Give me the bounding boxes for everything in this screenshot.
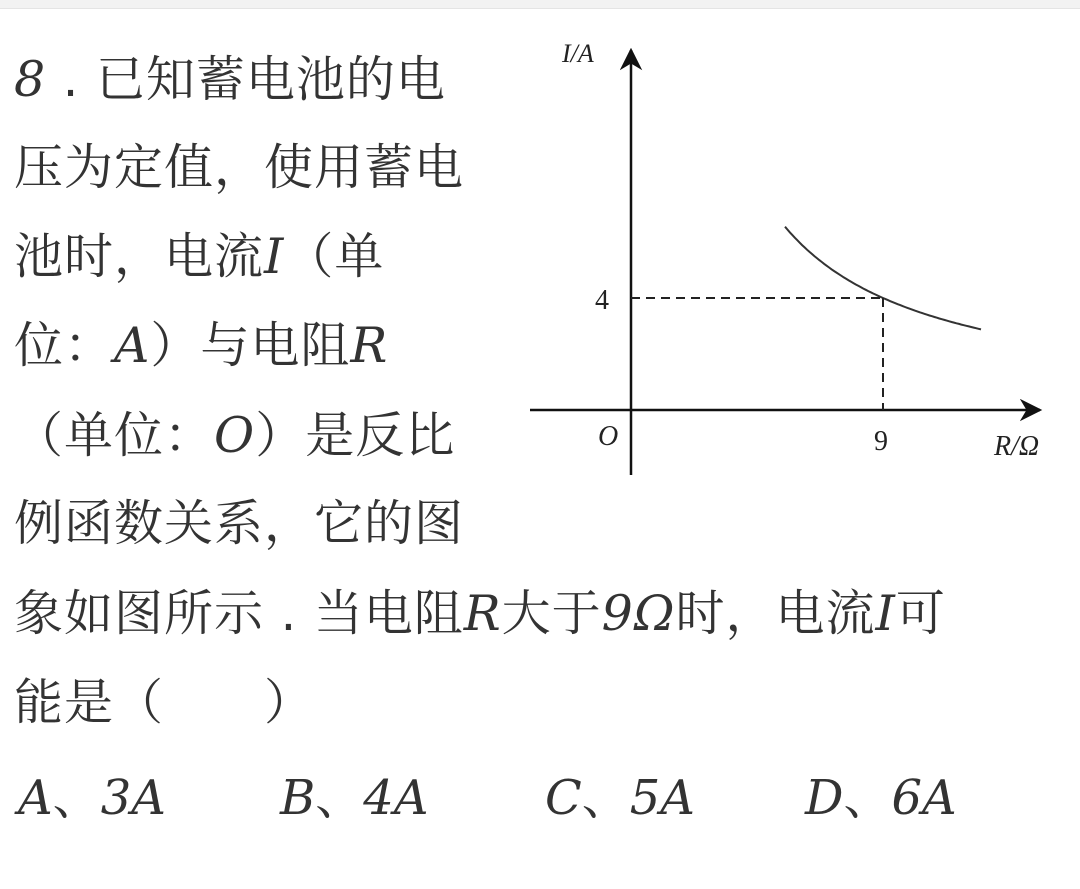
question-text-1: . 已知蓄电池的电 bbox=[46, 51, 446, 108]
question-text-7b: 大于 bbox=[501, 585, 602, 642]
option-b-value: 4A bbox=[363, 770, 429, 826]
question-text-3a: 池时，电流 bbox=[14, 228, 265, 285]
question-text-3b: （单 bbox=[284, 228, 385, 285]
y-tick-label: 4 bbox=[595, 285, 609, 316]
option-c-value: 5A bbox=[629, 770, 695, 826]
current-variable: I bbox=[264, 228, 285, 285]
question-text-4a: 位： bbox=[14, 317, 115, 374]
resistance-variable: R bbox=[350, 317, 389, 374]
question-text-8: 能是（ ） bbox=[14, 674, 315, 731]
x-axis-label: R/Ω bbox=[994, 431, 1040, 462]
option-a-value: 3A bbox=[100, 770, 166, 826]
option-b-letter: B bbox=[280, 770, 316, 826]
option-a-sep: 、 bbox=[52, 770, 101, 826]
question-text-5b: ）是反比 bbox=[255, 407, 456, 464]
option-d-value: 6A bbox=[891, 770, 957, 826]
option-b-sep: 、 bbox=[315, 770, 364, 826]
question-text-7c: 时，电流 bbox=[675, 585, 876, 642]
question-text-4b: ）与电阻 bbox=[150, 317, 351, 374]
option-d-sep: 、 bbox=[843, 770, 892, 826]
option-d-letter: D bbox=[805, 770, 844, 826]
question-text-7d: 可 bbox=[895, 585, 946, 642]
current-variable-2: I bbox=[875, 585, 896, 642]
option-a-letter: A bbox=[18, 770, 53, 826]
option-c-sep: 、 bbox=[581, 770, 630, 826]
ohm-unit: O bbox=[214, 407, 256, 464]
question-text-5a: （单位： bbox=[14, 407, 215, 464]
x-tick-label: 9 bbox=[874, 426, 888, 457]
question-text-2: 压为定值，使用蓄电 bbox=[14, 139, 465, 196]
origin-label: O bbox=[598, 421, 619, 452]
question-text-7a: 象如图所示 . 当电阻 bbox=[14, 585, 464, 642]
question-number: 8 bbox=[14, 51, 47, 108]
ampere-unit: A bbox=[114, 317, 151, 374]
option-c-letter: C bbox=[545, 770, 582, 826]
question-text-6: 例函数关系，它的图 bbox=[14, 495, 465, 552]
resistance-variable-2: R bbox=[463, 585, 502, 642]
resistance-threshold: 9Ω bbox=[601, 585, 676, 642]
y-axis-label: I/A bbox=[562, 39, 594, 68]
